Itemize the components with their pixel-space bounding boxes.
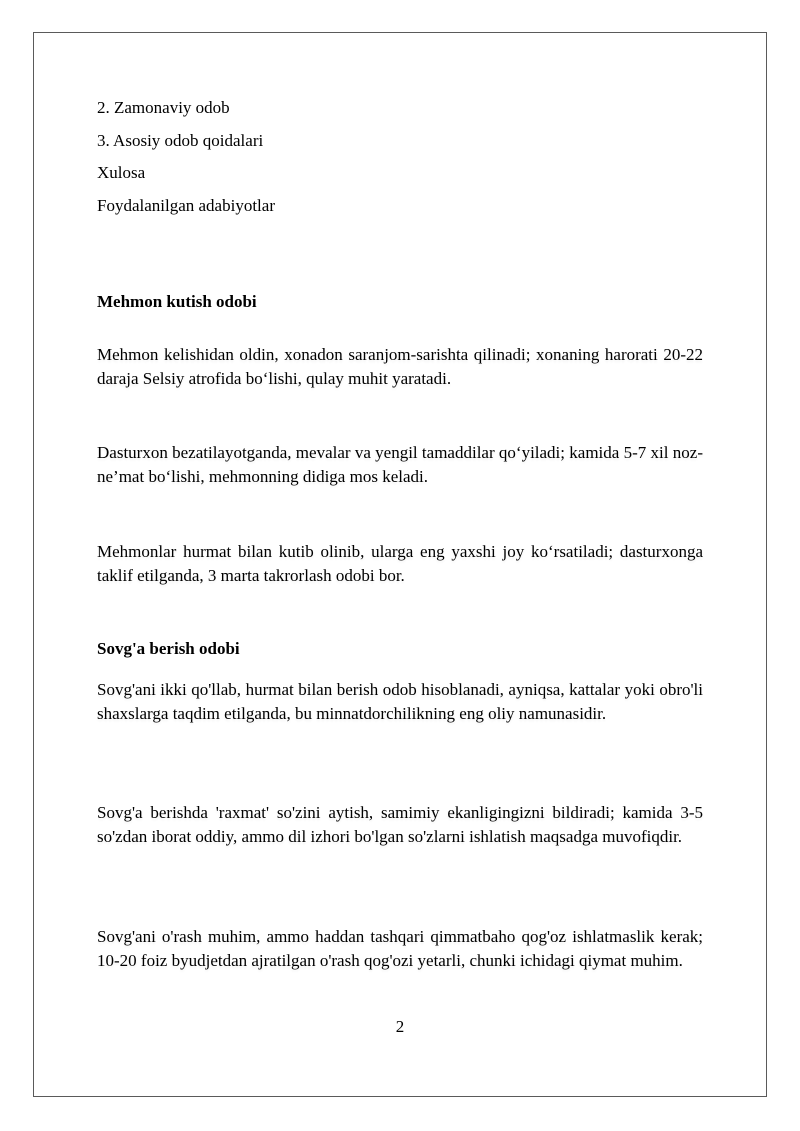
- paragraph: Dasturxon bezatilayotganda, mevalar va yengil tamaddilar qo‘yiladi; kamida 5-7 xil noz-ne’mat bo‘lishi, mehmonning didiga mos keladi.: [97, 443, 703, 486]
- toc-item-foydalanilgan-adabiyotlar: Foydalanilgan adabiyotlar: [97, 196, 275, 215]
- paragraph: Sovg'ani o'rash muhim, ammo haddan tashqari qimmatbaho qog'oz ishlatmaslik kerak; 10-20 foiz byudjetdan ajratilgan o'rash qog'ozi yetarli, chunki ichidagi qiymat muhim.: [97, 927, 703, 970]
- toc-item-xulosa: Xulosa: [97, 163, 146, 182]
- paragraph: Sovg'ani ikki qo'llab, hurmat bilan berish odob hisoblanadi, ayniqsa, kattalar yoki obro'li shaxslarga taqdim etilganda, bu minnatdorchilikning eng oliy namunasidir.: [97, 680, 703, 723]
- paragraph: Mehmonlar hurmat bilan kutib olinib, ularga eng yaxshi joy ko‘rsatiladi; dasturxonga taklif etilganda, 3 marta takrorlash odobi bor.: [97, 542, 703, 585]
- section-heading-sovga-berish: Sovg'a berish odobi: [97, 639, 240, 658]
- paragraph: Sovg'a berishda 'raxmat' so'zini aytish, samimiy ekanligingizni bildiradi; kamida 3-5 so'zdan iborat oddiy, ammo dil izhori bo'lgan so'zlarni ishlatish maqsadga muvofiqdir.: [97, 803, 703, 846]
- page-number: 2: [395, 1017, 405, 1036]
- paragraph: Mehmon kelishidan oldin, xonadon saranjom-sarishta qilinadi; xonaning harorati 20-22 daraja Selsiy atrofida bo‘lishi, qulay muhit yaratadi.: [97, 345, 703, 388]
- toc-item-zamonaviy-odob: 2. Zamonaviy odob: [97, 98, 230, 117]
- section-heading-mehmon-kutish: Mehmon kutish odobi: [97, 292, 257, 311]
- toc-item-asosiy-odob-qoidalari: 3. Asosiy odob qoidalari: [97, 131, 264, 150]
